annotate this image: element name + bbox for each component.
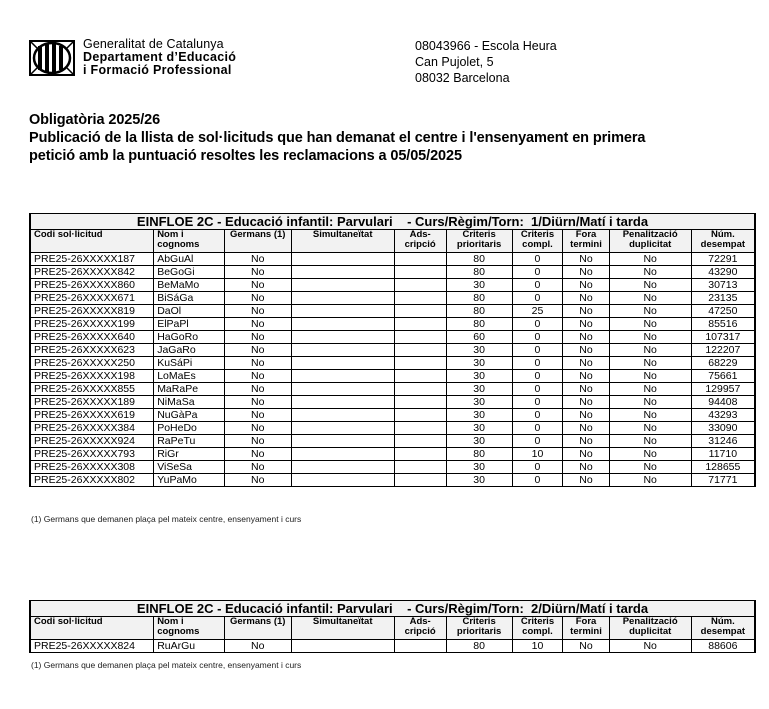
cell-simultaneitat (291, 292, 394, 305)
document-title-cont: petició amb la puntuació resoltes les reclamacions a 05/05/2025 (29, 148, 462, 164)
cell-penalitzacio: No (609, 409, 691, 422)
cell-codi: PRE25-26XXXXX824 (30, 640, 154, 653)
cell-simultaneitat (291, 370, 394, 383)
cell-germans: No (224, 422, 291, 435)
cell-codi: PRE25-26XXXXX199 (30, 318, 154, 331)
col-header-criteris-compl: Criteris compl. (512, 230, 563, 253)
column-headers (30, 230, 755, 253)
table-row (30, 331, 755, 344)
table-row (30, 344, 755, 357)
document-titles (29, 111, 645, 165)
col-header-germans: Germans (1) (224, 617, 291, 640)
table-row (30, 396, 755, 409)
cell-germans: No (224, 474, 291, 487)
cell-simultaneitat (291, 266, 394, 279)
cell-simultaneitat (291, 344, 394, 357)
cell-criteris-prioritaris: 60 (446, 331, 512, 344)
cell-adscripcio (394, 305, 446, 318)
col-header-simultaneitat: Simultaneïtat (291, 617, 394, 640)
cell-desempat: 43293 (691, 409, 755, 422)
table-row (30, 461, 755, 474)
cell-adscripcio (394, 331, 446, 344)
cell-germans: No (224, 266, 291, 279)
cell-desempat: 122207 (691, 344, 755, 357)
col-header-criteris-prioritaris: Criteris prioritaris (446, 617, 512, 640)
table-row (30, 266, 755, 279)
cell-codi: PRE25-26XXXXX855 (30, 383, 154, 396)
cell-germans: No (224, 344, 291, 357)
cell-fora-termini: No (563, 331, 609, 344)
cell-penalitzacio: No (609, 292, 691, 305)
cell-desempat: 30713 (691, 279, 755, 292)
cell-adscripcio (394, 370, 446, 383)
cell-simultaneitat (291, 640, 394, 653)
department-name-cont: i Formació Professional (83, 63, 232, 77)
cell-nom: HaGoRo (154, 331, 225, 344)
cell-adscripcio (394, 474, 446, 487)
cell-nom: RuArGu (154, 640, 225, 653)
cell-nom: ElPaPl (154, 318, 225, 331)
cell-criteris-prioritaris: 80 (446, 640, 512, 653)
cell-criteris-compl: 10 (512, 448, 563, 461)
cell-fora-termini: No (563, 640, 609, 653)
cell-penalitzacio: No (609, 357, 691, 370)
column-headers (30, 617, 755, 640)
cell-criteris-compl: 0 (512, 422, 563, 435)
cell-simultaneitat (291, 409, 394, 422)
col-header-codi: Codi sol·licitud (30, 230, 154, 253)
cell-desempat: 68229 (691, 357, 755, 370)
cell-adscripcio (394, 344, 446, 357)
cell-penalitzacio: No (609, 461, 691, 474)
cell-penalitzacio: No (609, 305, 691, 318)
col-header-fora-termini: Fora termini (563, 617, 609, 640)
cell-germans: No (224, 253, 291, 266)
cell-criteris-compl: 10 (512, 640, 563, 653)
school-info (415, 38, 557, 86)
cell-germans: No (224, 357, 291, 370)
col-header-adscripcio: Ads-cripció (394, 617, 446, 640)
col-header-nom: Nom i cognoms (154, 230, 225, 253)
cell-adscripcio (394, 383, 446, 396)
cell-codi: PRE25-26XXXXX671 (30, 292, 154, 305)
cell-criteris-compl: 0 (512, 318, 563, 331)
cell-criteris-compl: 0 (512, 357, 563, 370)
results-table-group-2 (29, 600, 756, 653)
cell-adscripcio (394, 461, 446, 474)
col-header-codi: Codi sol·licitud (30, 617, 154, 640)
cell-simultaneitat (291, 357, 394, 370)
cell-germans: No (224, 370, 291, 383)
cell-criteris-prioritaris: 30 (446, 279, 512, 292)
cell-criteris-prioritaris: 30 (446, 396, 512, 409)
cell-criteris-compl: 25 (512, 305, 563, 318)
footnote: (1) Germans que demanen plaça pel mateix centre, ensenyament i curs (31, 660, 302, 670)
cell-criteris-compl: 0 (512, 474, 563, 487)
cell-fora-termini: No (563, 474, 609, 487)
cell-criteris-prioritaris: 30 (446, 435, 512, 448)
table-row (30, 474, 755, 487)
table-row (30, 448, 755, 461)
group-title: EINFLOE 2C - Educació infantil: Parvulari - Curs/Règim/Torn: 2/Diürn/Matí i tarda (30, 601, 755, 617)
cell-desempat: 47250 (691, 305, 755, 318)
cell-simultaneitat (291, 435, 394, 448)
table-row (30, 370, 755, 383)
table-row (30, 383, 755, 396)
cell-penalitzacio: No (609, 448, 691, 461)
cell-criteris-compl: 0 (512, 435, 563, 448)
cell-nom: YuPaMo (154, 474, 225, 487)
cell-fora-termini: No (563, 448, 609, 461)
school-address: Can Pujolet, 5 (415, 55, 494, 69)
cell-penalitzacio: No (609, 266, 691, 279)
cell-codi: PRE25-26XXXXX619 (30, 409, 154, 422)
cell-penalitzacio: No (609, 396, 691, 409)
cell-criteris-prioritaris: 30 (446, 344, 512, 357)
group-title: EINFLOE 2C - Educació infantil: Parvulari - Curs/Règim/Torn: 1/Diürn/Matí i tarda (30, 214, 755, 230)
col-header-simultaneitat: Simultaneïtat (291, 230, 394, 253)
footnote: (1) Germans que demanen plaça pel mateix centre, ensenyament i curs (31, 514, 302, 524)
col-header-penalitzacio: Penalització duplicitat (609, 230, 691, 253)
cell-criteris-compl: 0 (512, 396, 563, 409)
cell-desempat: 11710 (691, 448, 755, 461)
cell-adscripcio (394, 448, 446, 461)
cell-nom: DaOl (154, 305, 225, 318)
cell-simultaneitat (291, 448, 394, 461)
document-subtitle: Obligatòria 2025/26 (29, 112, 161, 128)
cell-fora-termini: No (563, 344, 609, 357)
cell-criteris-prioritaris: 30 (446, 383, 512, 396)
cell-criteris-compl: 0 (512, 331, 563, 344)
cell-nom: BeGoGi (154, 266, 225, 279)
cell-germans: No (224, 435, 291, 448)
cell-penalitzacio: No (609, 344, 691, 357)
cell-adscripcio (394, 640, 446, 653)
cell-germans: No (224, 305, 291, 318)
cell-criteris-prioritaris: 80 (446, 448, 512, 461)
cell-simultaneitat (291, 279, 394, 292)
cell-nom: BiSáGa (154, 292, 225, 305)
col-header-germans: Germans (1) (224, 230, 291, 253)
table-row (30, 318, 755, 331)
cell-adscripcio (394, 435, 446, 448)
cell-criteris-compl: 0 (512, 370, 563, 383)
cell-germans: No (224, 409, 291, 422)
cell-nom: RaPeTu (154, 435, 225, 448)
cell-fora-termini: No (563, 422, 609, 435)
department-name: Departament d’Educació (83, 50, 237, 64)
cell-desempat: 75661 (691, 370, 755, 383)
col-header-adscripcio: Ads-cripció (394, 230, 446, 253)
cell-desempat: 94408 (691, 396, 755, 409)
cell-germans: No (224, 640, 291, 653)
cell-penalitzacio: No (609, 640, 691, 653)
cell-desempat: 107317 (691, 331, 755, 344)
table-row (30, 640, 755, 653)
cell-criteris-prioritaris: 80 (446, 292, 512, 305)
cell-criteris-prioritaris: 30 (446, 357, 512, 370)
cell-simultaneitat (291, 422, 394, 435)
org-header (29, 38, 236, 77)
cell-fora-termini: No (563, 461, 609, 474)
cell-germans: No (224, 318, 291, 331)
cell-simultaneitat (291, 383, 394, 396)
cell-penalitzacio: No (609, 422, 691, 435)
table-row (30, 422, 755, 435)
cell-criteris-prioritaris: 30 (446, 422, 512, 435)
cell-adscripcio (394, 318, 446, 331)
col-header-criteris-prioritaris: Criteris prioritaris (446, 230, 512, 253)
cell-nom: RiGr (154, 448, 225, 461)
cell-fora-termini: No (563, 253, 609, 266)
cell-simultaneitat (291, 331, 394, 344)
cell-fora-termini: No (563, 266, 609, 279)
cell-nom: KuSáPi (154, 357, 225, 370)
cell-fora-termini: No (563, 370, 609, 383)
cell-desempat: 88606 (691, 640, 755, 653)
cell-penalitzacio: No (609, 370, 691, 383)
col-header-desempat: Núm. desempat (691, 617, 755, 640)
cell-criteris-compl: 0 (512, 253, 563, 266)
cell-fora-termini: No (563, 383, 609, 396)
cell-adscripcio (394, 266, 446, 279)
cell-desempat: 31246 (691, 435, 755, 448)
cell-nom: ViSeSa (154, 461, 225, 474)
cell-penalitzacio: No (609, 435, 691, 448)
cell-simultaneitat (291, 318, 394, 331)
cell-codi: PRE25-26XXXXX793 (30, 448, 154, 461)
cell-criteris-prioritaris: 80 (446, 318, 512, 331)
cell-simultaneitat (291, 474, 394, 487)
school-code-name: 08043966 - Escola Heura (415, 39, 557, 53)
cell-nom: AbGuAl (154, 253, 225, 266)
cell-desempat: 128655 (691, 461, 755, 474)
cell-nom: MaRaPe (154, 383, 225, 396)
cell-codi: PRE25-26XXXXX198 (30, 370, 154, 383)
cell-fora-termini: No (563, 357, 609, 370)
col-header-desempat: Núm. desempat (691, 230, 755, 253)
table-row (30, 279, 755, 292)
cell-fora-termini: No (563, 435, 609, 448)
cell-nom: PoHeDo (154, 422, 225, 435)
cell-simultaneitat (291, 305, 394, 318)
cell-codi: PRE25-26XXXXX860 (30, 279, 154, 292)
cell-criteris-compl: 0 (512, 461, 563, 474)
document-title: Publicació de la llista de sol·licituds que han demanat el centre i l'ensenyament en primera (29, 130, 646, 146)
cell-nom: JaGaRo (154, 344, 225, 357)
cell-desempat: 72291 (691, 253, 755, 266)
cell-codi: PRE25-26XXXXX924 (30, 435, 154, 448)
cell-codi: PRE25-26XXXXX640 (30, 331, 154, 344)
col-header-criteris-compl: Criteris compl. (512, 617, 563, 640)
cell-penalitzacio: No (609, 383, 691, 396)
cell-codi: PRE25-26XXXXX819 (30, 305, 154, 318)
cell-simultaneitat (291, 461, 394, 474)
cell-codi: PRE25-26XXXXX623 (30, 344, 154, 357)
cell-desempat: 85516 (691, 318, 755, 331)
cell-codi: PRE25-26XXXXX802 (30, 474, 154, 487)
cell-desempat: 43290 (691, 266, 755, 279)
cell-nom: NiMaSa (154, 396, 225, 409)
col-header-fora-termini: Fora termini (563, 230, 609, 253)
cell-criteris-prioritaris: 80 (446, 253, 512, 266)
cell-adscripcio (394, 253, 446, 266)
cell-germans: No (224, 383, 291, 396)
cell-adscripcio (394, 279, 446, 292)
cell-fora-termini: No (563, 292, 609, 305)
cell-criteris-compl: 0 (512, 266, 563, 279)
cell-germans: No (224, 461, 291, 474)
table-row (30, 253, 755, 266)
cell-penalitzacio: No (609, 474, 691, 487)
cell-fora-termini: No (563, 396, 609, 409)
cell-criteris-compl: 0 (512, 409, 563, 422)
cell-simultaneitat (291, 396, 394, 409)
cell-penalitzacio: No (609, 253, 691, 266)
cell-nom: BeMaMo (154, 279, 225, 292)
cell-codi: PRE25-26XXXXX250 (30, 357, 154, 370)
cell-simultaneitat (291, 253, 394, 266)
col-header-penalitzacio: Penalització duplicitat (609, 617, 691, 640)
col-header-nom: Nom i cognoms (154, 617, 225, 640)
table-row (30, 409, 755, 422)
cell-germans: No (224, 292, 291, 305)
cell-criteris-prioritaris: 80 (446, 266, 512, 279)
cell-criteris-prioritaris: 30 (446, 474, 512, 487)
cell-germans: No (224, 331, 291, 344)
cell-desempat: 23135 (691, 292, 755, 305)
org-name: Generalitat de Catalunya (83, 37, 224, 51)
table-row (30, 305, 755, 318)
table-row (30, 292, 755, 305)
results-table-group-1 (29, 213, 756, 487)
cell-nom: NuGàPa (154, 409, 225, 422)
cell-criteris-compl: 0 (512, 292, 563, 305)
cell-adscripcio (394, 357, 446, 370)
cell-codi: PRE25-26XXXXX187 (30, 253, 154, 266)
cell-criteris-prioritaris: 30 (446, 461, 512, 474)
cell-criteris-prioritaris: 80 (446, 305, 512, 318)
cell-penalitzacio: No (609, 318, 691, 331)
cell-desempat: 129957 (691, 383, 755, 396)
cell-criteris-prioritaris: 30 (446, 409, 512, 422)
cell-germans: No (224, 396, 291, 409)
cell-fora-termini: No (563, 409, 609, 422)
cell-criteris-compl: 0 (512, 344, 563, 357)
cell-penalitzacio: No (609, 331, 691, 344)
generalitat-logo-icon (29, 40, 75, 76)
cell-nom: LoMaEs (154, 370, 225, 383)
cell-penalitzacio: No (609, 279, 691, 292)
school-city: 08032 Barcelona (415, 71, 510, 85)
cell-codi: PRE25-26XXXXX189 (30, 396, 154, 409)
cell-adscripcio (394, 396, 446, 409)
cell-criteris-prioritaris: 30 (446, 370, 512, 383)
cell-fora-termini: No (563, 279, 609, 292)
table-row (30, 435, 755, 448)
cell-adscripcio (394, 292, 446, 305)
cell-fora-termini: No (563, 305, 609, 318)
cell-germans: No (224, 448, 291, 461)
cell-adscripcio (394, 409, 446, 422)
cell-fora-termini: No (563, 318, 609, 331)
cell-codi: PRE25-26XXXXX384 (30, 422, 154, 435)
cell-germans: No (224, 279, 291, 292)
cell-adscripcio (394, 422, 446, 435)
cell-codi: PRE25-26XXXXX842 (30, 266, 154, 279)
cell-criteris-compl: 0 (512, 383, 563, 396)
cell-desempat: 33090 (691, 422, 755, 435)
table-row (30, 357, 755, 370)
cell-criteris-compl: 0 (512, 279, 563, 292)
cell-codi: PRE25-26XXXXX308 (30, 461, 154, 474)
cell-desempat: 71771 (691, 474, 755, 487)
